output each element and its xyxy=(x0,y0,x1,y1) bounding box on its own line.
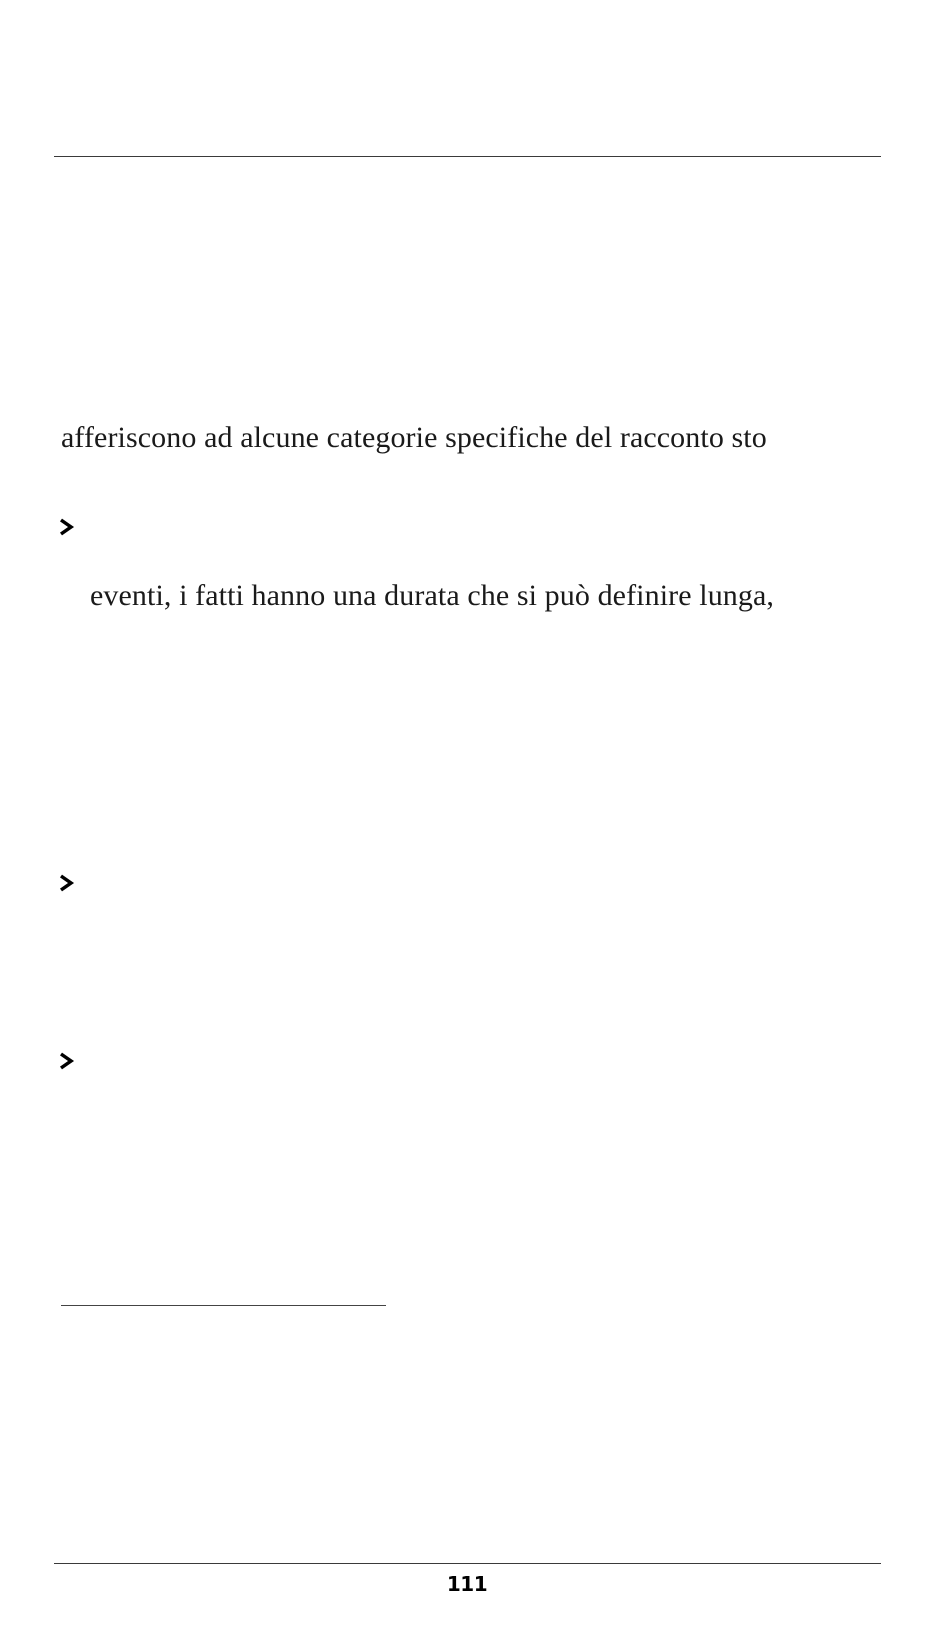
page-number: 111 xyxy=(446,1572,488,1596)
body-text-line: eventi, i fatti hanno una durata che si può definire lunga, xyxy=(90,579,775,612)
chevron-right-icon xyxy=(59,518,75,536)
chevron-right-icon xyxy=(59,874,75,892)
header-rule xyxy=(54,156,881,157)
footnote-separator xyxy=(61,1305,386,1306)
footer-rule xyxy=(54,1563,881,1564)
chevron-right-icon xyxy=(59,1052,75,1070)
body-text-line: afferiscono ad alcune categorie specifiche del racconto sto xyxy=(61,421,767,454)
